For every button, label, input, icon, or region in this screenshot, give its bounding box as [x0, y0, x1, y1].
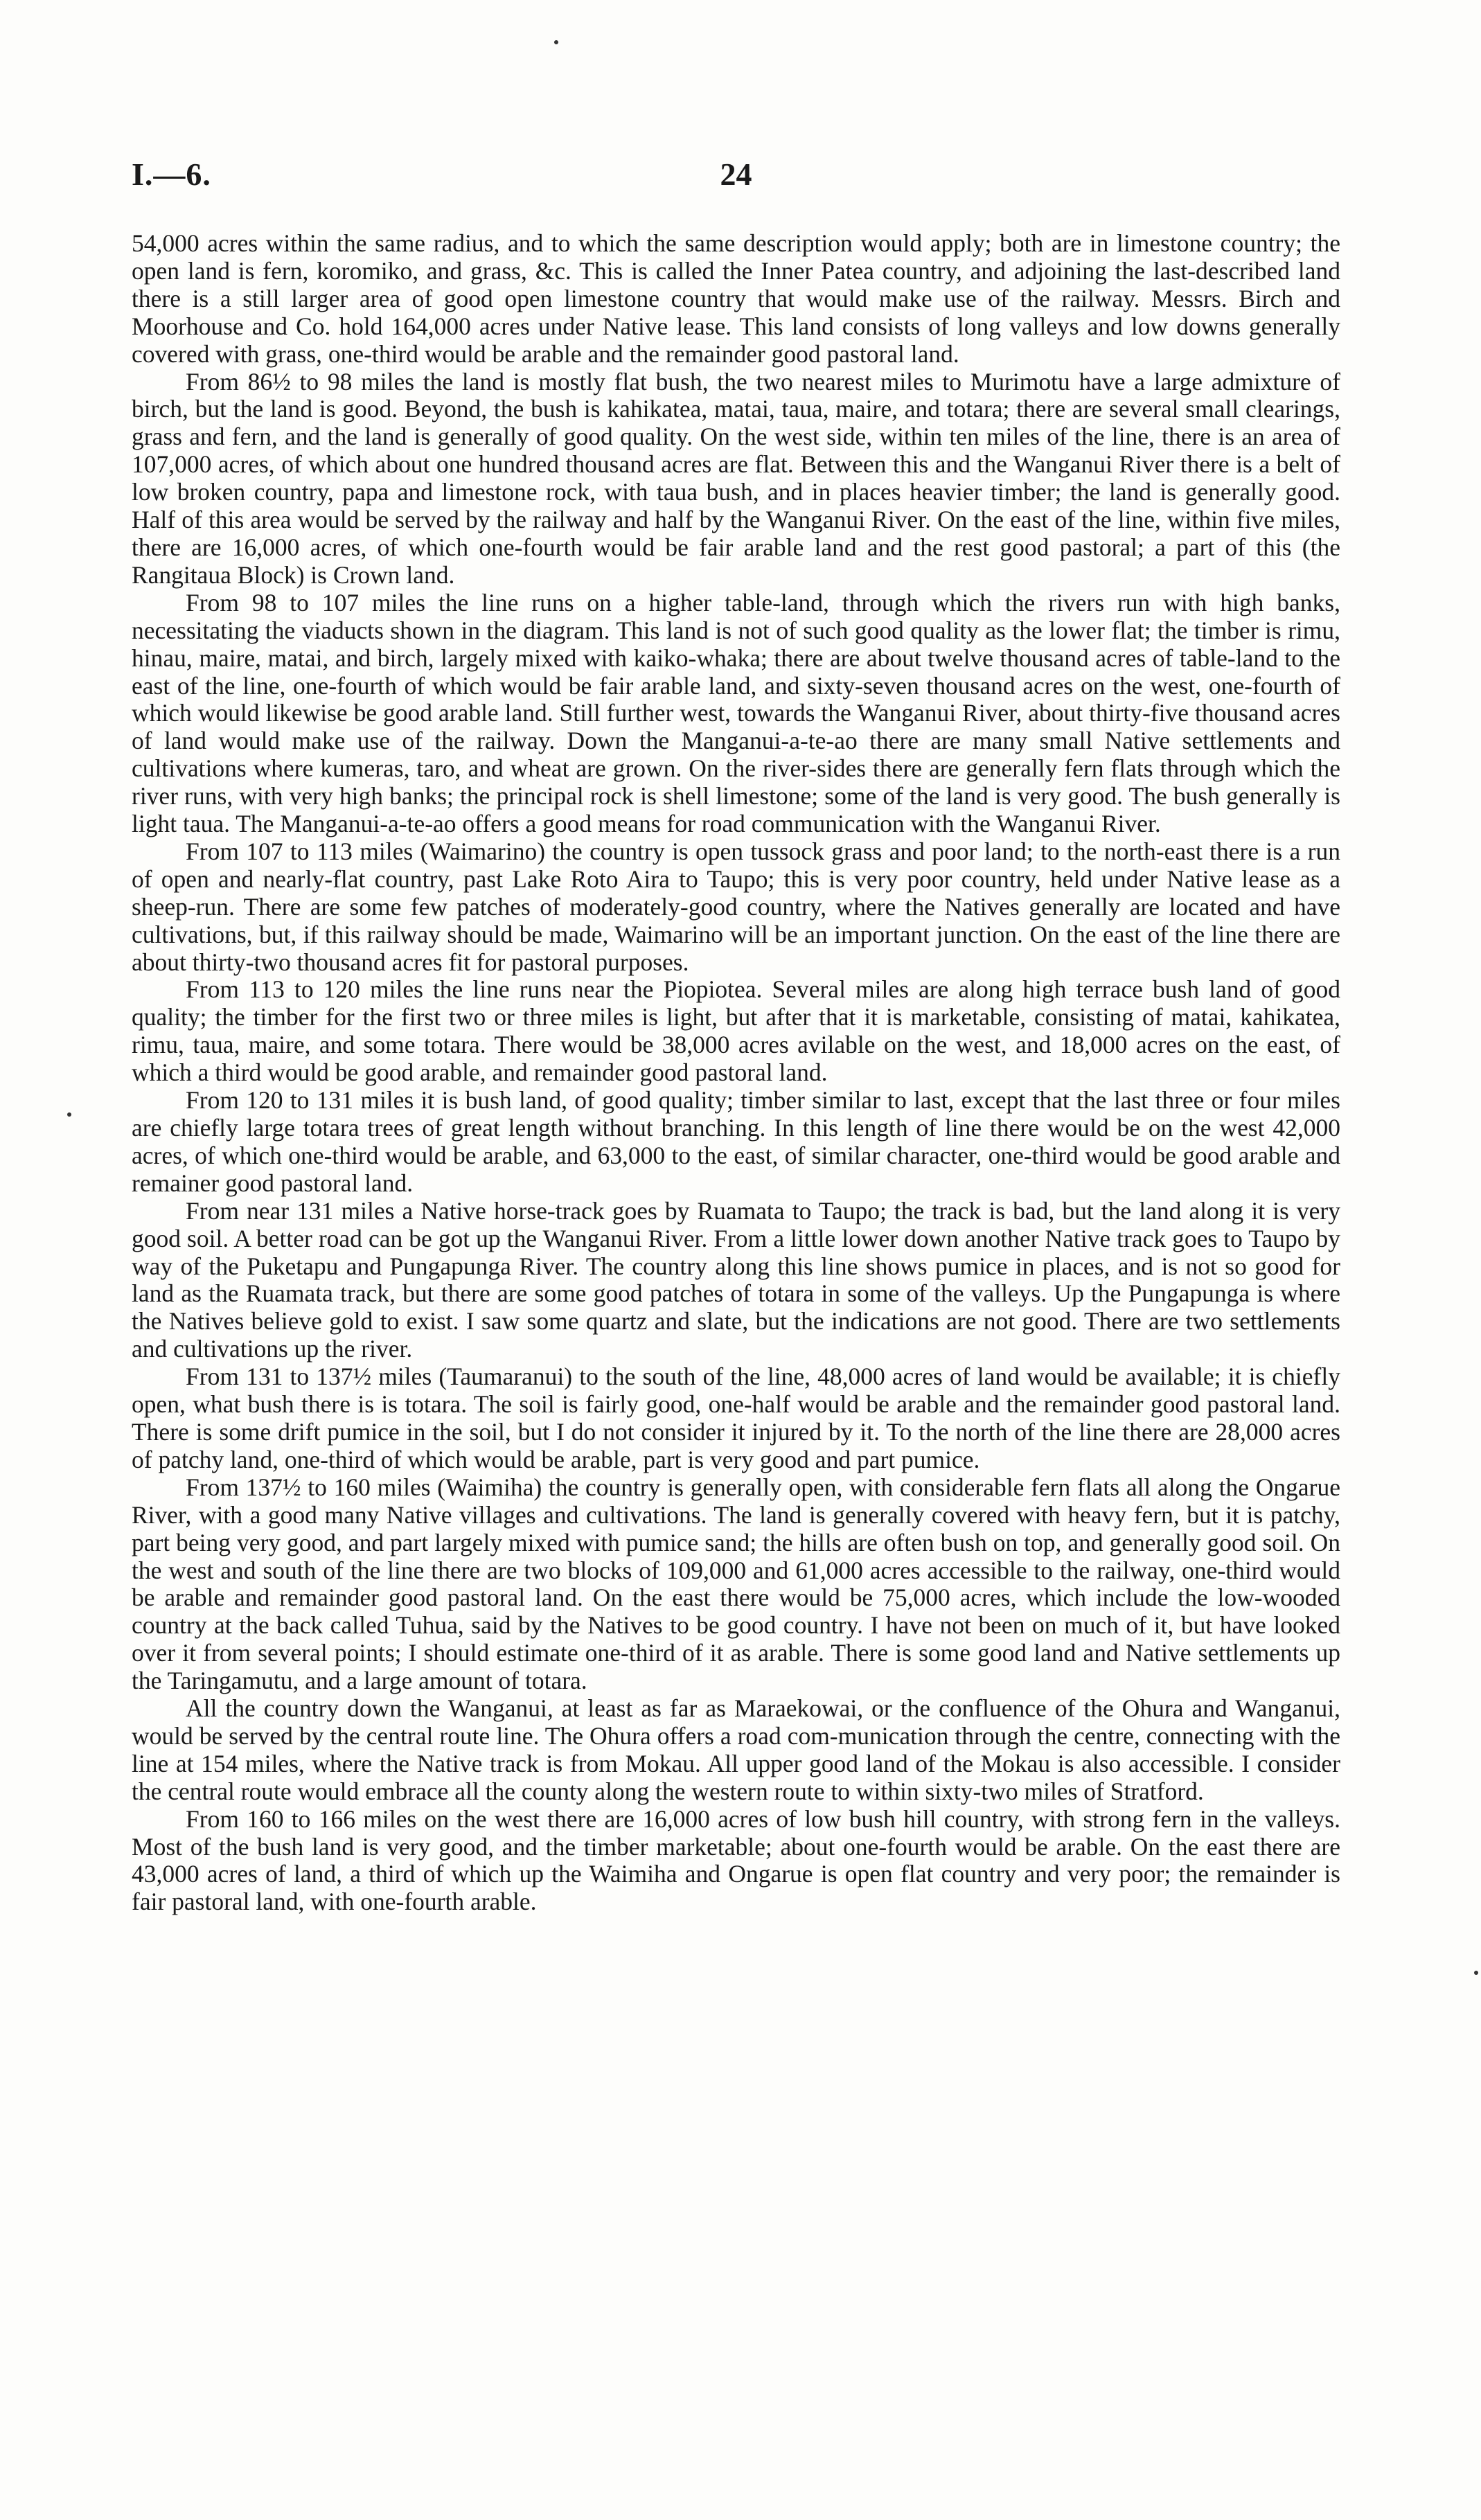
margin-dot: [67, 1112, 71, 1117]
page-number: 24: [720, 157, 752, 192]
document-body: [132, 230, 1340, 1916]
paragraph-near-131-miles: From near 131 miles a Native horse-track goes by Ruamata to Taupo; the track is bad, but the land along it is very good soil. A better road can be got up the Wanganui River. From a little lower down another Native track goes to Taupo by way of the Puketapu and Pungapunga River. The country along this line shows pumice in places, and is not so good for land as the Ruamata track, but there are some good patches of totara in some of the valleys. Up the Pungapunga is where the Natives believe gold to exist. I saw some quartz and slate, but the indications are not good. There are two settlements and cultivations up the river.: [132, 1196, 1340, 1363]
paragraph-continuation: 54,000 acres within the same radius, and to which the same description would apply; both are in limestone country; the open land is fern, koromiko, and grass, &c. This is called the Inner Patea country, and adjoining the last-described land there is a still larger area of good open limestone country that would make use of the railway. Messrs. Birch and Moorhouse and Co. hold 164,000 acres under Native lease. This land consists of long valleys and low downs generally covered with grass, one-third would be arable and the remainder good pastoral land.: [132, 229, 1340, 368]
paragraph-86-to-98-miles: From 86½ to 98 miles the land is mostly flat bush, the two nearest miles to Murimotu have a large admixture of birch, but the land is good. Beyond, the bush is kahikatea, matai, taua, maire, and totara; there are several small clearings, grass and fern, and the land is generally of good quality. On the west side, within ten miles of the line, there is an area of 107,000 acres, of which about one hundred thousand acres are flat. Between this and the Wanganui River there is a belt of low broken country, papa and limestone rock, with taua bush, and in places heavier timber; the land is generally good. Half of this area would be served by the railway and half by the Wanganui River. On the east of the line, within five miles, there are 16,000 acres, of which one-fourth would be fair arable land and the rest good pastoral; a part of this (the Rangitaua Block) is Crown land.: [132, 367, 1340, 589]
paragraph-98-to-107-miles: From 98 to 107 miles the line runs on a higher table-land, through which the rivers run with high banks, necessitating the viaducts shown in the diagram. This land is not of such good quality as the lower flat; the timber is rimu, hinau, maire, matai, and birch, largely mixed with kaiko-whaka; there are about twelve thousand acres of table-land to the east of the line, one-fourth of which would be fair arable land, and sixty-seven thousand acres on the west, one-fourth of which would likewise be good arable land. Still further west, towards the Wanganui River, about thirty-five thousand acres of land would make use of the railway. Down the Manganui-a-te-ao there are many small Native settlements and cultivations where kumeras, taro, and wheat are grown. On the river-sides there are generally fern flats through which the river runs, with very high banks; the principal rock is shell limestone; some of the land is very good. The bush generally is light taua. The Manganui-a-te-ao offers a good means for road communication with the Wanganui River.: [132, 588, 1340, 838]
scan-speck: [554, 40, 558, 44]
paragraph-160-to-166-miles: From 160 to 166 miles on the west there are 16,000 acres of low bush hill country, with strong fern in the valleys. Most of the bush land is very good, and the timber marketable; about one-fourth would be arable. On the east there are 43,000 acres of land, a third of which up the Waimiha and Ongarue is open flat country and very poor; the remainder is fair pastoral land, with one-fourth arable.: [132, 1804, 1340, 1916]
paragraph-120-to-131-miles: From 120 to 131 miles it is bush land, of good quality; timber similar to last, except that the last three or four miles are chiefly large totara trees of great length without branching. In this length of line there would be on the west 42,000 acres, of which one-third would be arable, and 63,000 to the east, of similar character, one-third would be good arable and remainer good pastoral land.: [132, 1086, 1340, 1197]
paragraph-137-to-160-miles: From 137½ to 160 miles (Waimiha) the country is generally open, with considerable fern flats all along the Ongarue River, with a good many Native villages and cultivations. The land is generally covered with heavy fern, but it is patchy, part being very good, and part largely mixed with pumice sand; the hills are often bush on top, and generally good soil. On the west and south of the line there are two blocks of 109,000 and 61,000 acres accessible to the railway, one-third would be arable and remainder good pastoral land. On the east there would be 75,000 acres, which include the low-wooded country at the back called Tuhua, said by the Natives to be good country. I have not been on much of it, but have looked over it from several points; I should estimate one-third of it as arable. There is some good land and Native settlements up the Taringamutu, and a large amount of totara.: [132, 1473, 1340, 1695]
paragraph-wanganui-country: All the country down the Wanganui, at least as far as Maraekowai, or the confluence of the Ohura and Wanganui, would be served by the central route line. The Ohura offers a road com-munication through the centre, connecting with the line at 154 miles, where the Native track is from Mokau. All upper good land of the Mokau is also accessible. I consider the central route would embrace all the county along the western route to within sixty-two miles of Stratford.: [132, 1694, 1340, 1805]
page-header: [132, 156, 1340, 197]
paragraph-113-to-120-miles: From 113 to 120 miles the line runs near the Piopiotea. Several miles are along high terrace bush land of good quality; the timber for the first two or three miles is light, but after that it is marketable, consisting of matai, kahikatea, rimu, taua, maire, and some totara. There would be 38,000 acres avilable on the west, and 18,000 acres on the east, of which a third would be good arable, and remainder good pastoral land.: [132, 975, 1340, 1087]
document-reference: I.—6.: [132, 157, 211, 192]
paragraph-131-to-137-miles: From 131 to 137½ miles (Taumaranui) to the south of the line, 48,000 acres of land would be available; it is chiefly open, what bush there is is totara. The soil is fairly good, one-half would be arable and the remainder good pastoral land. There is some drift pumice in the soil, but I do not consider it injured by it. To the north of the line there are 28,000 acres of patchy land, one-third of which would be arable, part is very good and part pumice.: [132, 1363, 1340, 1473]
margin-dot: [1474, 1971, 1478, 1975]
paragraph-107-to-113-miles: From 107 to 113 miles (Waimarino) the country is open tussock grass and poor land; to the north-east there is a run of open and nearly-flat country, past Lake Roto Aira to Taupo; this is very poor country, held under Native lease as a sheep-run. There are some few patches of moderately-good country, where the Natives generally are located and have cultivations, but, if this railway should be made, Waimarino will be an important junction. On the east of the line there are about thirty-two thousand acres fit for pastoral purposes.: [132, 837, 1340, 976]
